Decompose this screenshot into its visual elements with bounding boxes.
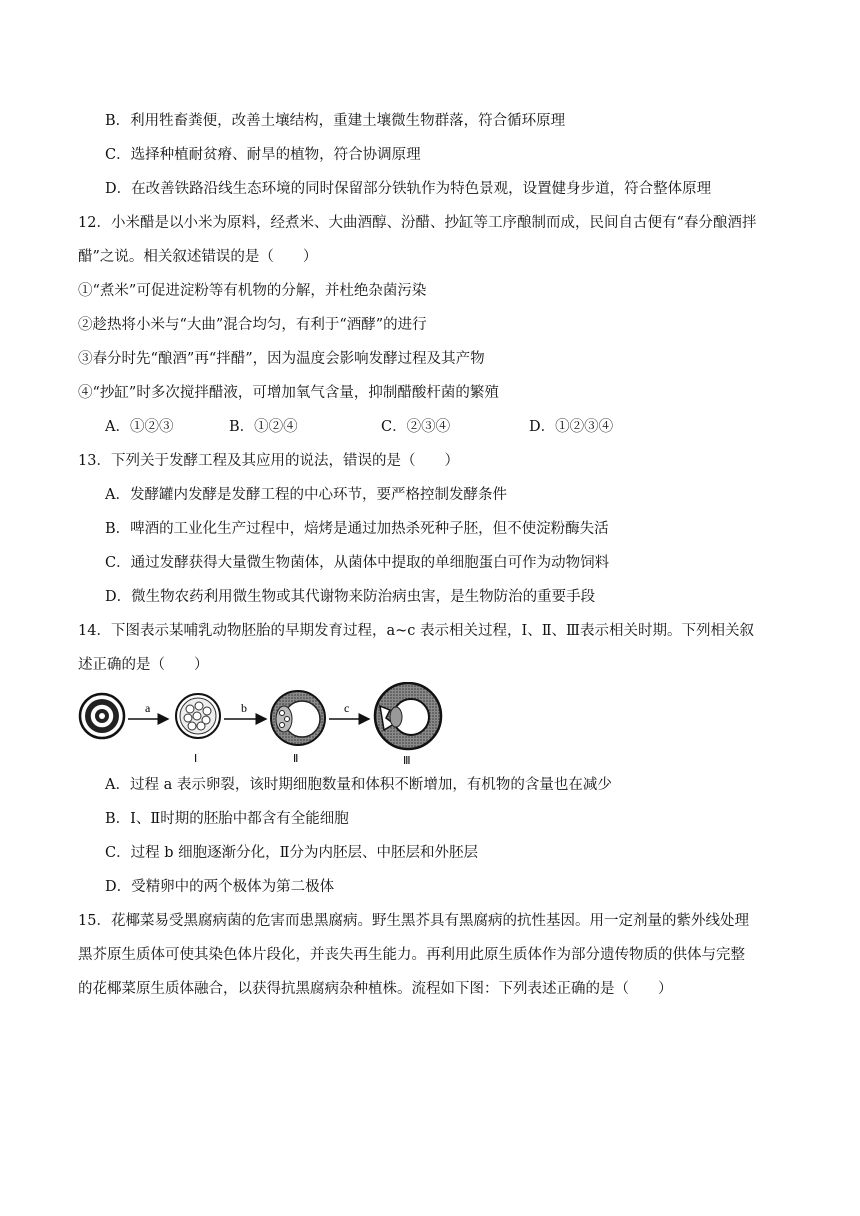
q14-stem-line2: 述正确的是（ ）: [78, 657, 209, 673]
hatching-blastocyst-stage-iii: [375, 683, 441, 749]
embryo-diagram: [78, 682, 448, 772]
q13-option-b: B．啤酒的工业化生产过程中，焙烤是通过加热杀死种子胚，但不使淀粉酶失活: [105, 521, 609, 537]
q13-stem: 13．下列关于发酵工程及其应用的说法，错误的是（ ）: [78, 453, 459, 469]
q14-option-b: B．Ⅰ、Ⅱ时期的胚胎中都含有全能细胞: [105, 811, 349, 827]
q14-option-d: D．受精卵中的两个极体为第二极体: [105, 879, 335, 895]
q11-option-d: D．在改善铁路沿线生态环境的同时保留部分铁轨作为特色景观，设置健身步道，符合整体原理: [105, 181, 712, 197]
q12-stem-line2: 醋”之说。相关叙述错误的是（ ）: [78, 249, 318, 265]
stage-label-iii: Ⅲ: [403, 755, 411, 767]
q12-statement-4: ④“抄缸”时多次搅拌醋液，可增加氧气含量，抑制醋酸杆菌的繁殖: [78, 385, 499, 401]
q13-option-c: C．通过发酵获得大量微生物菌体，从菌体中提取的单细胞蛋白可作为动物饲料: [105, 555, 610, 571]
q15-stem-line2: 黑芥原生质体可使其染色体片段化，并丧失再生能力。再利用此原生质体作为部分遗传物质的供体与完整: [78, 947, 745, 963]
q12-option-b: B．①②④: [229, 419, 298, 435]
q12-statement-2: ②趁热将小米与“大曲”混合均匀，有利于“酒酵”的进行: [78, 317, 427, 333]
q12-option-d: D．①②③④: [529, 419, 614, 435]
q12-stem-line1: 12．小米醋是以小米为原料，经煮米、大曲酒醇、汾醋、抄缸等工序酿制而成，民间自古便有“春分酿酒拌: [78, 215, 757, 231]
q15-stem-line3: 的花椰菜原生质体融合，以获得抗黑腐病杂种植株。流程如下图：下列表述正确的是（ ）: [78, 981, 673, 997]
q12-option-a: A．①②③: [105, 419, 174, 435]
zygote-cell: [80, 694, 124, 738]
blastocyst-stage-ii: [271, 691, 325, 745]
embryo-development-figure: [78, 682, 448, 772]
arrow-label-a: a: [145, 701, 151, 715]
arrow-label-b: b: [241, 701, 247, 715]
stage-label-ii: Ⅱ: [293, 753, 299, 765]
q12-statement-1: ①“煮米”可促进淀粉等有机物的分解，并杜绝杂菌污染: [78, 283, 427, 299]
arrow-label-c: c: [344, 701, 350, 715]
stage-label-i: Ⅰ: [194, 753, 198, 765]
q11-option-b: B．利用牲畜粪便，改善土壤结构，重建土壤微生物群落，符合循环原理: [105, 113, 566, 129]
q13-option-a: A．发酵罐内发酵是发酵工程的中心环节，要严格控制发酵条件: [105, 487, 507, 503]
q14-stem-line1: 14．下图表示某哺乳动物胚胎的早期发育过程，a~c 表示相关过程，Ⅰ、Ⅱ、Ⅲ表示相关时期。下列相关叙: [78, 623, 755, 639]
q14-option-a: A．过程 a 表示卵裂，该时期细胞数量和体积不断增加，有机物的含量也在减少: [105, 777, 612, 793]
q12-option-c: C．②③④: [381, 419, 451, 435]
q13-option-d: D．微生物农药利用微生物或其代谢物来防治病虫害，是生物防治的重要手段: [105, 589, 596, 605]
morula-stage-i: [176, 694, 220, 738]
q15-stem-line1: 15．花椰菜易受黑腐病菌的危害而患黑腐病。野生黑芥具有黑腐病的抗性基因。用一定剂量的紫外线处理: [78, 913, 749, 929]
q14-option-c: C．过程 b 细胞逐渐分化，Ⅱ分为内胚层、中胚层和外胚层: [105, 845, 478, 861]
q11-option-c: C．选择种植耐贫瘠、耐旱的植物，符合协调原理: [105, 147, 421, 163]
q12-statement-3: ③春分时先“酿酒”再“拌醋”，因为温度会影响发酵过程及其产物: [78, 351, 485, 367]
